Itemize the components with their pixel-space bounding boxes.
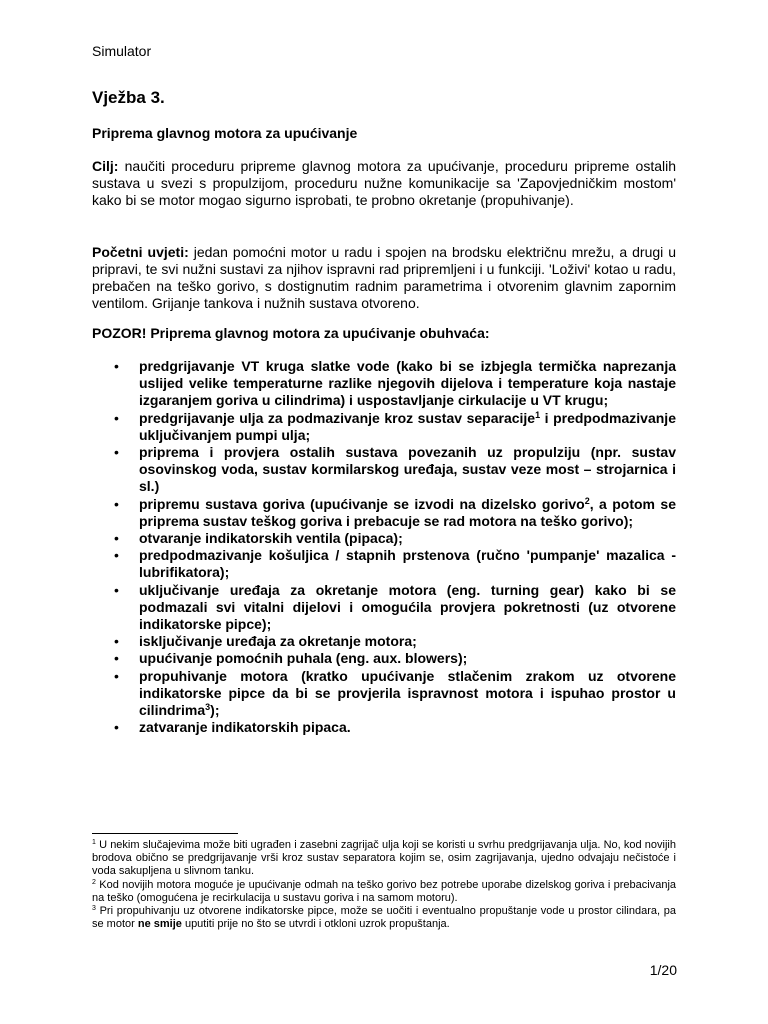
list-item-text: uključivanje uređaja za okretanje motora (eng. turning gear) kako bi se podmazali svi vitalni dijelovi i omogućila provjera pokretnosti (uz otvorene indikatorske pipce);	[139, 581, 676, 633]
list-item-text: , a potom se priprema sustav teškog goriva i prebacuje se rad motora na teško gorivo);	[139, 495, 677, 529]
conditions-label: Početni uvjeti:	[92, 244, 189, 260]
footnotes	[92, 839, 676, 931]
exercise-title: Vježba 3.	[92, 88, 165, 107]
list-item-text: otvaranje indikatorskih ventila (pipaca);	[139, 530, 403, 547]
conditions-text: jedan pomoćni motor u radu i spojen na brodsku električnu mrežu, a drugi u pripravi, te svi nužni sustavi za njihov ispravni rad pripremljeni i u funkciji. 'Loživi' kotao u radu, prebačen na teško gorivo, s dostignutim radnim parametrima i otvorenim glavnim zapornim ventilom. Grijanje tankova i nužnih sustava otvoreno.	[92, 244, 676, 311]
footnote-number: 1	[92, 839, 96, 846]
list-item	[92, 668, 676, 720]
footnote-emphasis: ne smije	[137, 918, 182, 931]
list-item	[92, 444, 676, 496]
footnote-ref: 3	[205, 702, 211, 713]
list-item	[92, 358, 676, 410]
footnote-number: 2	[92, 878, 96, 886]
list-item	[92, 410, 676, 444]
list-item-text: zatvaranje indikatorskih pipaca.	[139, 719, 351, 736]
list-item	[92, 719, 676, 736]
goal-label: Cilj:	[92, 158, 119, 174]
footnote-ref: 2	[584, 495, 590, 506]
exercise-subtitle: Priprema glavnog motora za upućivanje	[92, 125, 358, 141]
list-item-text: predpodmazivanje košuljica / stapnih prstenova (ručno 'pumpanje' mazalica - lubrifikatora);	[139, 547, 676, 581]
bullet-icon: •	[114, 667, 119, 684]
list-item-text: pripremu sustava goriva (upućivanje se izvodi na dizelsko gorivo	[139, 495, 585, 512]
bullet-icon: •	[114, 409, 119, 426]
list-item-text: upućivanje pomoćnih puhala (eng. aux. blowers);	[139, 650, 468, 667]
bullet-icon: •	[114, 650, 119, 667]
list-item-text: predgrijavanje VT kruga slatke vode (kako bi se izbjegla termička naprezanja uslijed velike temperaturne razlike njegovih dijelova i temperature koja nastaje izgaranjem goriva u cilindrima) i uspostavljanje cirkulacije u VT krugu;	[139, 358, 676, 409]
footnote-text: U nekim slučajevima može biti ugrađen i zasebni zagrijač ulja koji se koristi u svrhu predgrijavanja ulja. No, kod novijih brodova obično se predgrijavanje vrši kroz sustav separatora kojim se, osim zagrijavanja, ujedno odvajaju nečistoće i voda sakupljena u slivnom tanku.	[92, 839, 676, 878]
footnote	[92, 879, 676, 905]
goal-text: naučiti proceduru pripreme glavnog motora za upućivanje, proceduru pripreme ostalih sustava u svezi s propulzijom, proceduru nužne komunikacije sa 'Zapovjedničkim mostom' kako bi se motor mogao sigurno isprobati, te probno okretanje (propuhivanje).	[92, 158, 676, 208]
bullet-icon: •	[114, 495, 119, 512]
footnote-ref: 1	[535, 409, 541, 420]
bullet-icon: •	[114, 444, 119, 461]
list-item-text: propuhivanje motora (kratko upućivanje stlačenim zrakom uz otvorene indikatorske pipce da bi se provjerila ispravnost motora i ispuhao prostor u cilindrima	[139, 667, 676, 719]
list-item-text: );	[210, 702, 220, 719]
bullet-icon: •	[114, 581, 119, 598]
list-item	[92, 547, 676, 581]
footnote-divider	[92, 833, 238, 834]
bullet-icon: •	[114, 358, 119, 374]
page-number: 1/20	[649, 962, 677, 978]
list-item-text: priprema i provjera ostalih sustava povezanih uz propulziju (npr. sustav osovinskog voda, sustav kormilarskog uređaja, sustav veze most – strojarnica i sl.)	[139, 444, 676, 495]
bullet-icon: •	[114, 719, 119, 736]
bullet-icon: •	[114, 633, 119, 650]
list-item	[92, 633, 676, 650]
list-item	[92, 496, 676, 530]
page-header: Simulator	[92, 43, 152, 59]
warning-heading: POZOR! Priprema glavnog motora za upućivanje obuhvaća:	[92, 325, 490, 341]
goal-paragraph	[92, 158, 676, 209]
bullet-icon: •	[114, 530, 119, 547]
footnote	[92, 905, 676, 931]
footnote-number: 3	[92, 905, 96, 913]
list-item-text: predgrijavanje ulja za podmazivanje kroz sustav separacije	[139, 409, 536, 426]
footnote-text: Pri propuhivanju uz otvorene indikatorske pipce, može se uočiti i eventualno propuštanje vode u prostor cilindara, pa se motor	[92, 905, 676, 931]
steps-list	[92, 358, 676, 736]
list-item	[92, 530, 676, 547]
list-item-text: i predpodmazivanje uključivanjem pumpi ulja;	[139, 409, 676, 443]
list-item-text: isključivanje uređaja za okretanje motora;	[139, 633, 417, 650]
bullet-icon: •	[114, 547, 119, 564]
footnote-text: Kod novijih motora moguće je upućivanje odmah na teško gorivo bez potrebe uporabe dizelskog goriva i prebacivanja na teško (omogućena je recirkulacija u sustavu goriva i na samom motoru).	[92, 878, 676, 904]
footnote-text: uputiti prije no što se utvrdi i otkloni uzrok propuštanja.	[181, 918, 450, 931]
footnote	[92, 839, 676, 879]
list-item	[92, 582, 676, 634]
list-item	[92, 650, 676, 667]
conditions-paragraph	[92, 244, 676, 312]
